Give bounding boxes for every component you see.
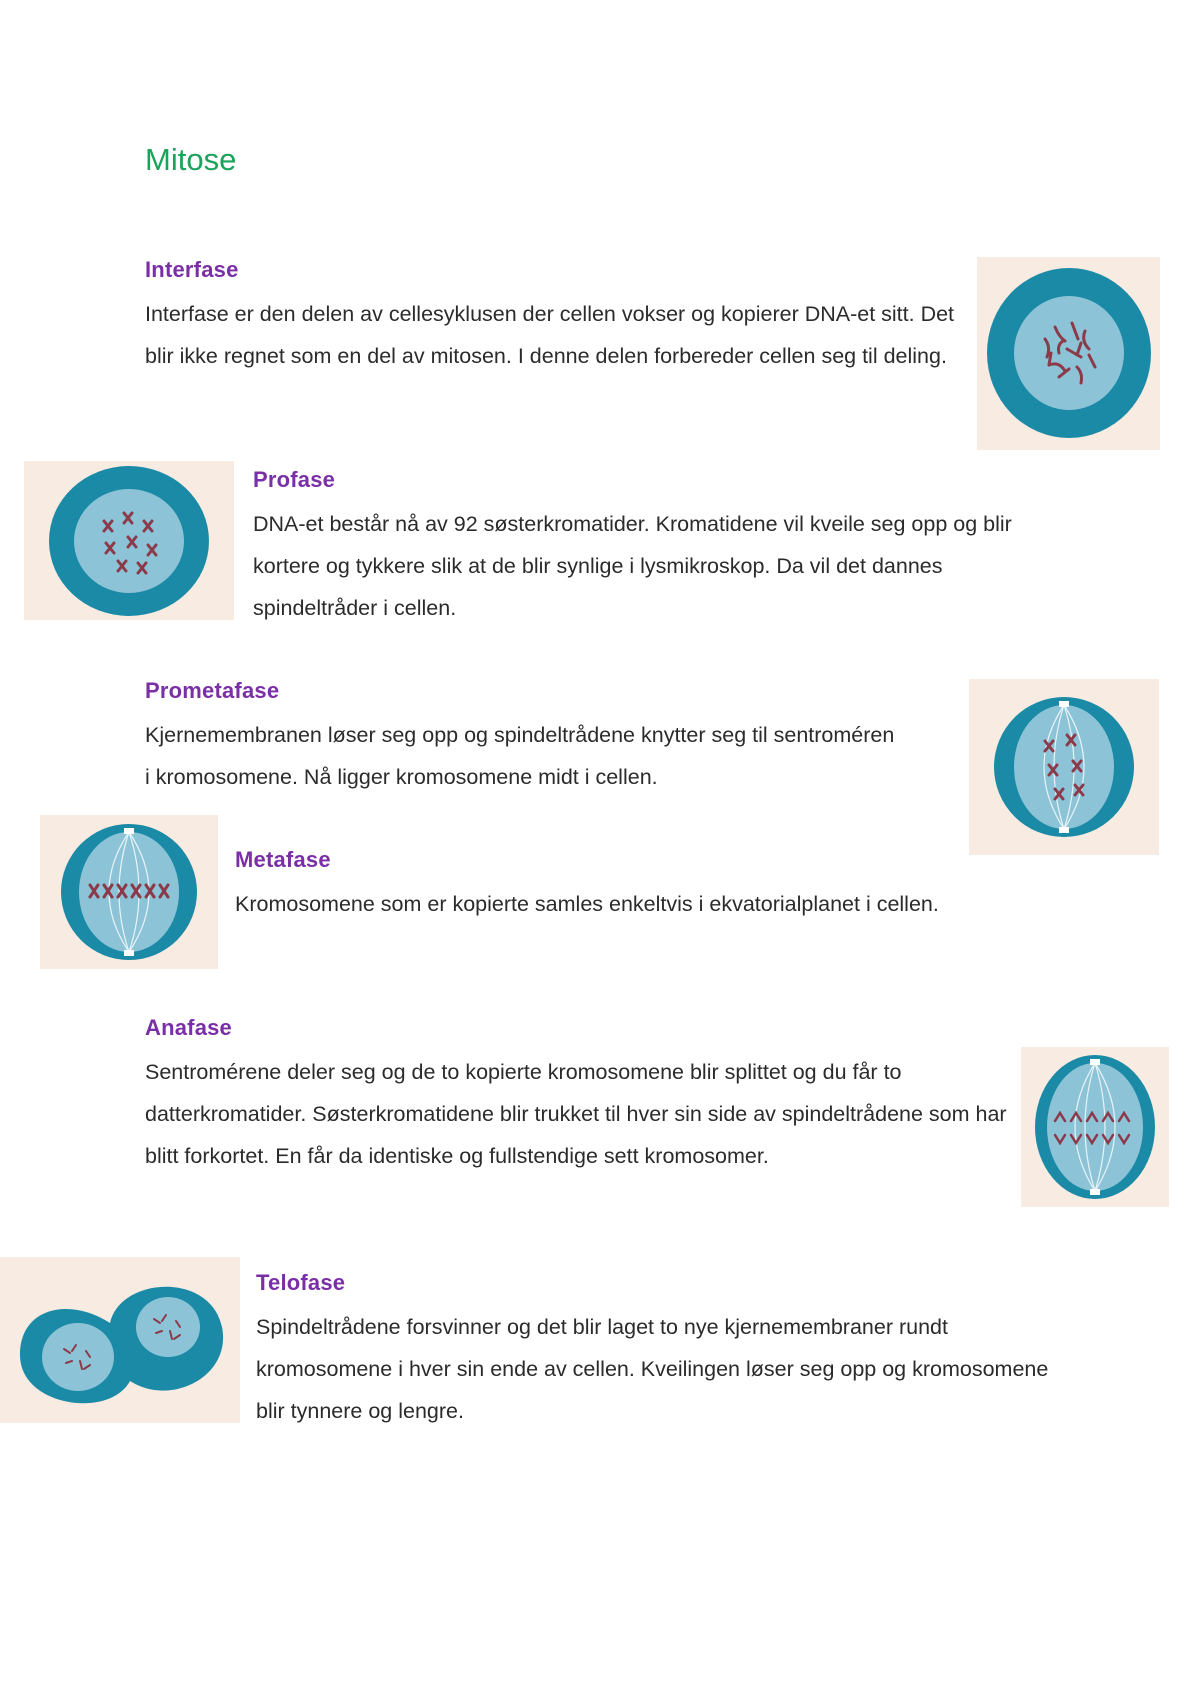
section-heading: Prometafase [145, 678, 280, 703]
section-text: Kromosomene som er kopierte samles enkeltvis i ekvatorialplanet i cellen. [235, 892, 939, 916]
section-text: DNA-et består nå av 92 søsterkromatider. Kromatidene vil kveile seg opp og blir kortere og tykkere slik at de blir synlige i lysmikroskop. Da vil det dannes spindeltråder i cellen. [253, 512, 1012, 620]
section-telofase [256, 1270, 1066, 1432]
section-text: Interfase er den delen av cellesyklusen der cellen vokser og kopierer DNA-et sitt. Det blir ikke regnet som en del av mitosen. I denne delen forbereder cellen seg til deling. [145, 302, 955, 368]
interfase-cell-image [977, 257, 1160, 450]
section-interfase [145, 257, 955, 377]
section-prometafase [145, 678, 905, 798]
metafase-cell-image [40, 815, 218, 969]
section-anafase [145, 1015, 1015, 1177]
section-heading: Interfase [145, 257, 239, 282]
profase-cell-image [24, 461, 234, 620]
section-metafase [235, 847, 1075, 925]
section-heading: Profase [253, 467, 336, 492]
page-title: Mitose [145, 142, 237, 177]
section-heading: Telofase [256, 1270, 346, 1295]
anafase-cell-image [1021, 1047, 1169, 1207]
prometafase-cell-image [969, 679, 1159, 855]
section-text: Sentromérene deler seg og de to kopierte kromosomene blir splittet og du får to datterkromatider. Søsterkromatidene blir trukket til hver sin side av spindeltrådene som har blitt forkortet. En får da identiske og fullstendige sett kromosomer. [145, 1060, 1007, 1168]
section-heading: Anafase [145, 1015, 232, 1040]
section-heading: Metafase [235, 847, 331, 872]
section-profase [253, 467, 1063, 629]
telofase-cell-image [0, 1257, 240, 1423]
section-text: Spindeltrådene forsvinner og det blir laget to nye kjernemembraner rundt kromosomene i hver sin ende av cellen. Kveilingen løser seg opp og kromosomene blir tynnere og lengre. [256, 1315, 1049, 1423]
section-text: Kjernemembranen løser seg opp og spindeltrådene knytter seg til sentroméren i kromosomene. Nå ligger kromosomene midt i cellen. [145, 723, 895, 789]
